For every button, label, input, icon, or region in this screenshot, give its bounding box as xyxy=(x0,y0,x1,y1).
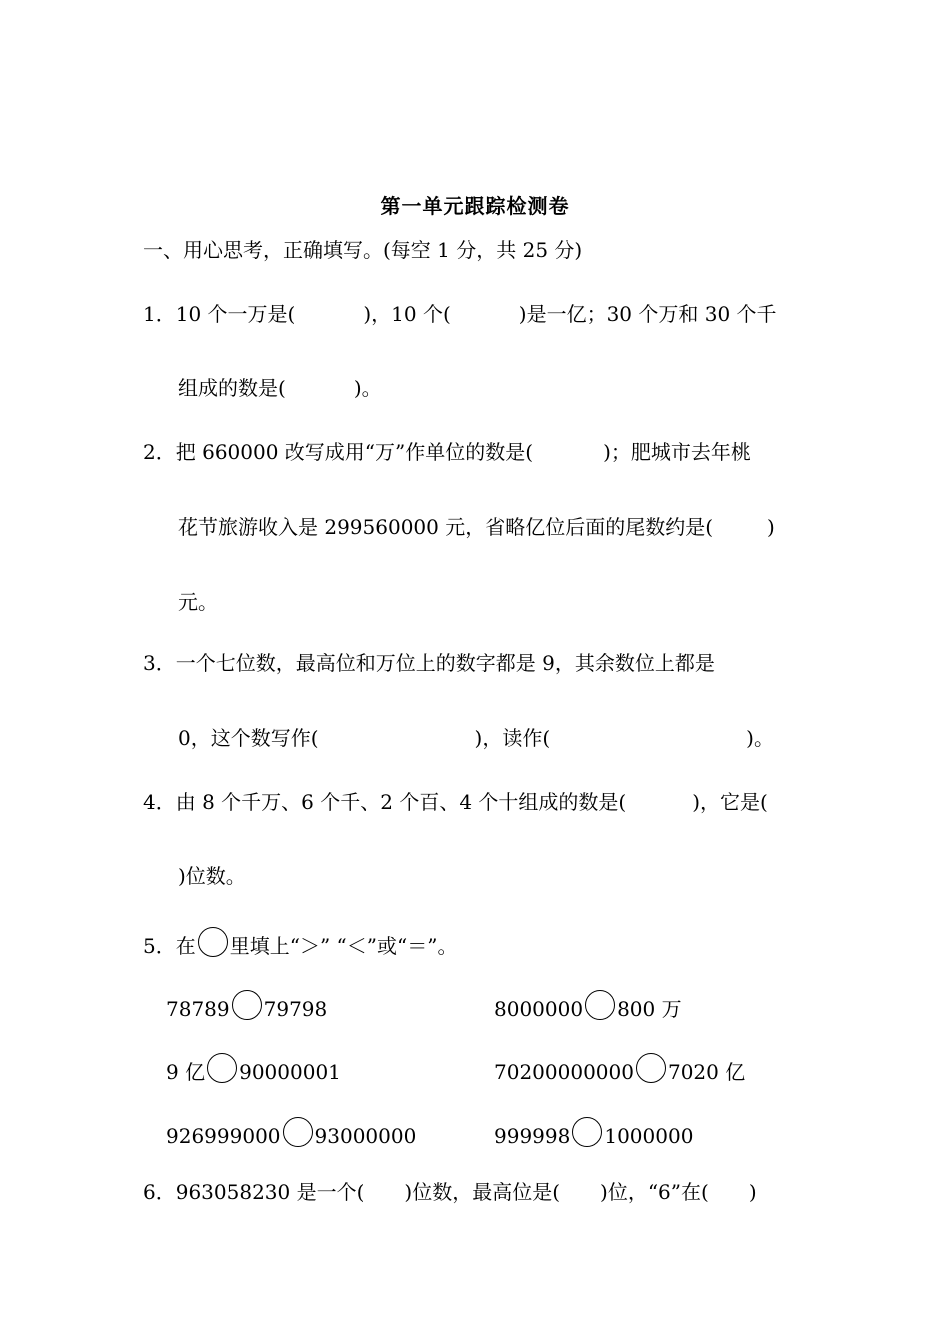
question-3-line-1: 3．一个七位数，最高位和万位上的数字都是 9，其余数位上都是 xyxy=(143,651,715,675)
page-title: 第一单元跟踪检测卷 xyxy=(380,194,570,218)
question-1-line-1: 1．10 个一万是( )，10 个( )是一亿；30 个万和 30 个千 xyxy=(143,302,777,326)
question-3-line-2: 0，这个数写作( )，读作( )。 xyxy=(178,726,774,750)
question-number: 5． xyxy=(143,934,176,958)
section-heading: 一、用心思考，正确填写。(每空 1 分，共 25 分) xyxy=(143,238,583,262)
question-4-line-2: )位数。 xyxy=(178,864,246,888)
compare-item: 926999000 93000000 xyxy=(166,1117,416,1148)
question-4-line-1: 4．由 8 个千万、6 个千、2 个百、4 个十组成的数是( )，它是( xyxy=(143,790,768,814)
question-1-line-2: 组成的数是( )。 xyxy=(178,376,382,400)
compare-circle-input[interactable] xyxy=(636,1053,666,1083)
question-number: 6． xyxy=(143,1180,176,1204)
question-5-instruction: 5．在 里填上“＞” “＜”或“＝”。 xyxy=(143,927,457,958)
circle-icon xyxy=(198,927,228,957)
question-2-line-2: 花节旅游收入是 299560000 元，省略亿位后面的尾数约是( ) xyxy=(178,515,775,539)
compare-circle-input[interactable] xyxy=(283,1117,313,1147)
compare-item: 8000000 800 万 xyxy=(494,990,682,1021)
question-number: 2． xyxy=(143,440,176,464)
compare-circle-input[interactable] xyxy=(572,1117,602,1147)
compare-item: 9 亿 90000001 xyxy=(166,1053,341,1084)
question-6-line-1: 6．963058230 是一个( )位数，最高位是( )位，“6”在( ) xyxy=(143,1180,757,1204)
compare-item: 78789 79798 xyxy=(166,990,327,1021)
question-2-line-1: 2．把 660000 改写成用“万”作单位的数是( )；肥城市去年桃 xyxy=(143,440,751,464)
compare-circle-input[interactable] xyxy=(232,990,262,1020)
compare-circle-input[interactable] xyxy=(585,990,615,1020)
question-2-line-3: 元。 xyxy=(178,590,218,614)
compare-item: 70200000000 7020 亿 xyxy=(494,1053,745,1084)
compare-circle-input[interactable] xyxy=(207,1053,237,1083)
question-number: 1． xyxy=(143,302,176,326)
question-number: 4． xyxy=(143,790,176,814)
question-number: 3． xyxy=(143,651,176,675)
compare-item: 999998 1000000 xyxy=(494,1117,693,1148)
